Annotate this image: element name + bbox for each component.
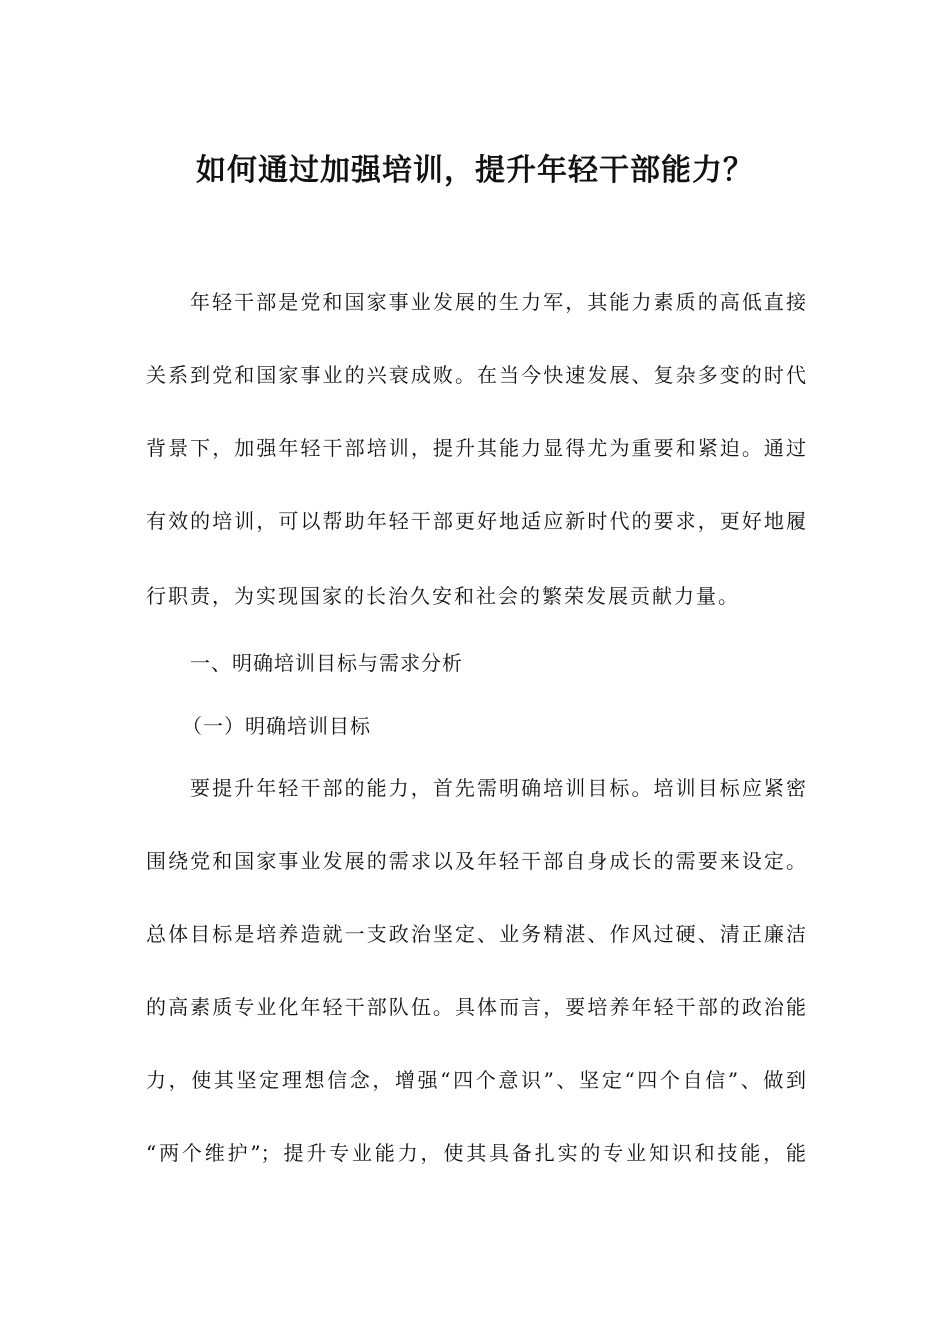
paragraph-line: 总体目标是培养造就一支政治坚定、业务精湛、作风过硬、清正廉洁 [146, 922, 806, 946]
paragraph-line: “两个维护”；提升专业能力，使其具备扎实的专业知识和技能，能 [146, 1141, 806, 1165]
subsection-heading: （一）明确培训目标 [182, 714, 371, 738]
document-title: 如何通过加强培训，提升年轻干部能力？ [196, 153, 754, 188]
paragraph-line: 围绕党和国家事业发展的需求以及年轻干部自身成长的需要来设定。 [146, 849, 806, 873]
paragraph-line: 力，使其坚定理想信念，增强“四个意识”、坚定“四个自信”、做到 [146, 1068, 806, 1092]
paragraph-line: 关系到党和国家事业的兴衰成败。在当今快速发展、复杂多变的时代 [146, 363, 806, 387]
paragraph-line: 背景下，加强年轻干部培训，提升其能力显得尤为重要和紧迫。通过 [146, 436, 806, 460]
paragraph-line: 的高素质专业化年轻干部队伍。具体而言，要培养年轻干部的政治能 [146, 995, 806, 1019]
paragraph-line: 有效的培训，可以帮助年轻干部更好地适应新时代的要求，更好地履 [146, 509, 806, 533]
paragraph-line: 行职责，为实现国家的长治久安和社会的繁荣发展贡献力量。 [146, 584, 740, 608]
paragraph-line: 年轻干部是党和国家事业发展的生力军，其能力素质的高低直接 [190, 290, 806, 314]
section-heading: 一、明确培训目标与需求分析 [190, 651, 463, 675]
paragraph-line: 要提升年轻干部的能力，首先需明确培训目标。培训目标应紧密 [190, 776, 806, 800]
